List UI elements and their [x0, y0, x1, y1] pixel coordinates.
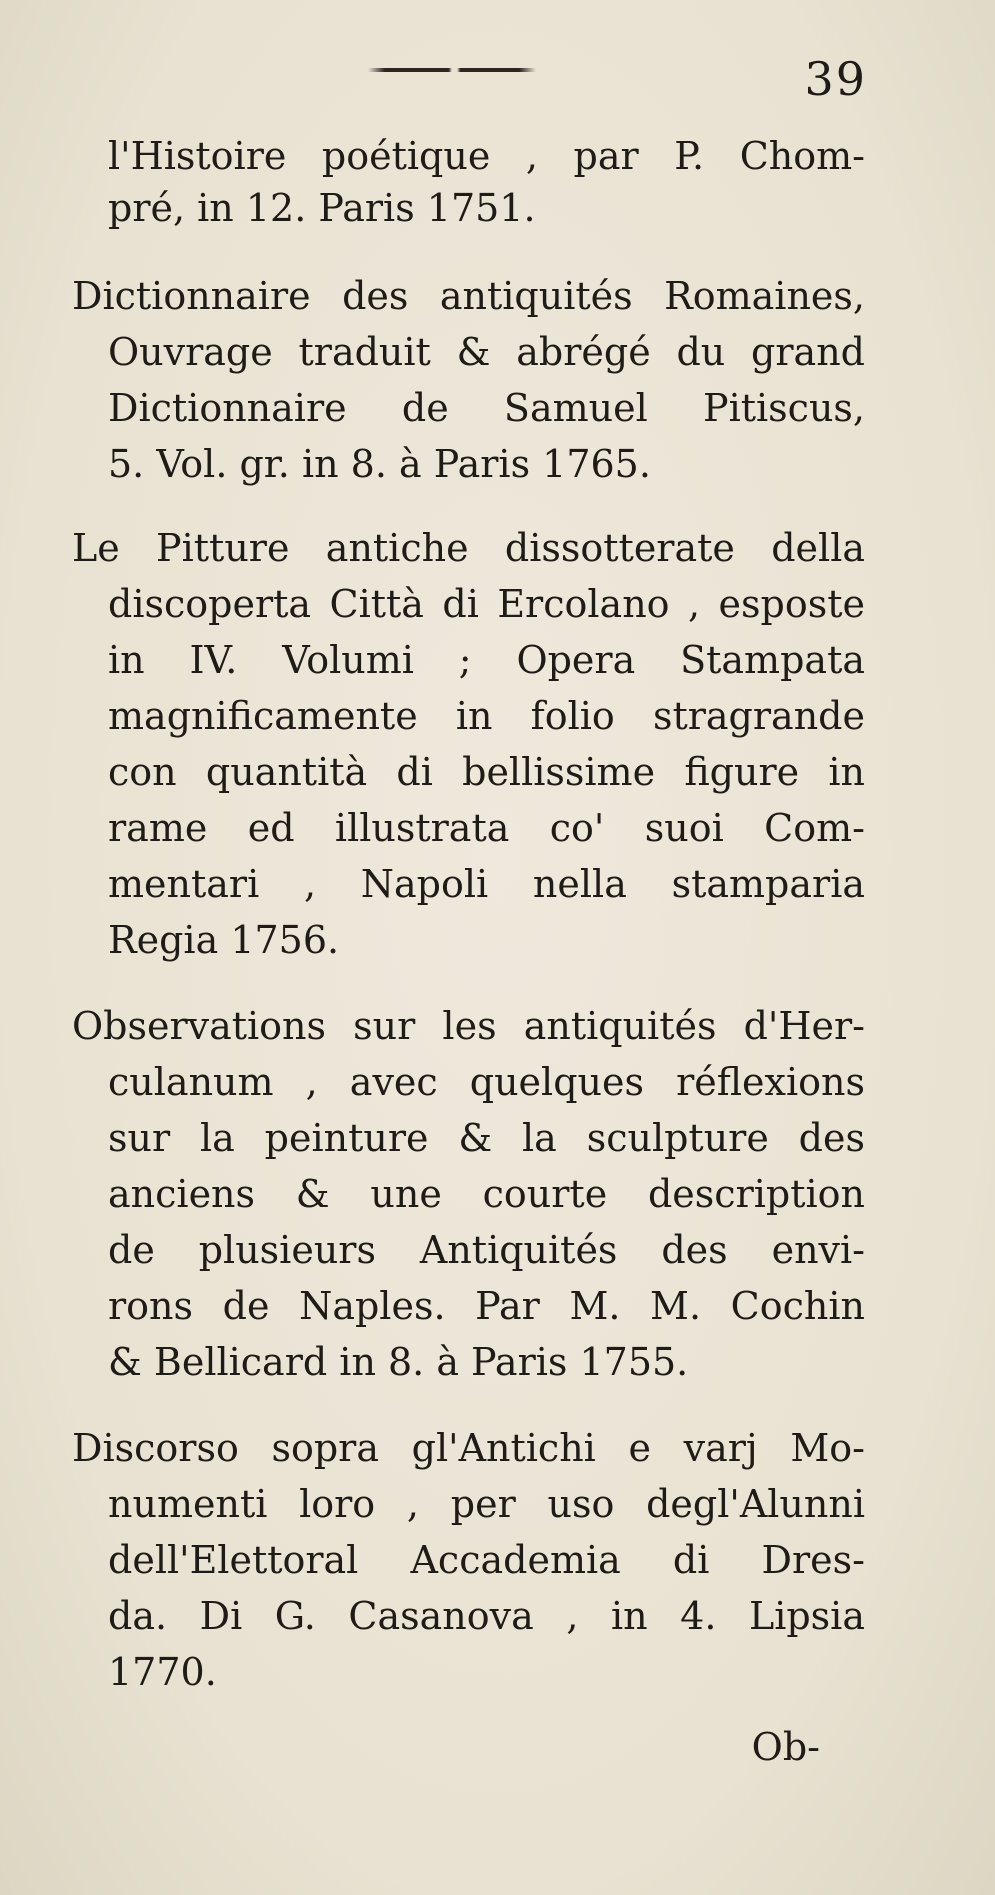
entry-4-line-6: rons de Naples. Par M. M. Cochin: [108, 1284, 865, 1328]
entry-3-line-5: con quantità di bellissime figure in: [108, 750, 865, 794]
entry-2-line-2: Ouvrage traduit & abrégé du grand: [108, 330, 865, 374]
entry-4-line-3: sur la peinture & la sculpture des: [108, 1116, 865, 1160]
entry-4-line-5: de plusieurs Antiquités des envi-: [108, 1228, 865, 1272]
entry-3-line-2: discoperta Città di Ercolano , esposte: [108, 582, 865, 626]
header-ornament-rule: [368, 68, 536, 72]
entry-5-line-5: 1770.: [108, 1650, 217, 1694]
entry-3-line-8: Regia 1756.: [108, 918, 340, 962]
entry-1-line-2: pré, in 12. Paris 1751.: [108, 186, 536, 230]
entry-4-line-2: culanum , avec quelques réflexions: [108, 1060, 865, 1104]
entry-3-line-7: mentari , Napoli nella stamparia: [108, 862, 865, 906]
entry-5-line-1: Discorso sopra gl'Antichi e varj Mo-: [72, 1426, 865, 1470]
entry-3-line-4: magnificamente in folio stragrande: [108, 694, 865, 738]
entry-2-line-4: 5. Vol. gr. in 8. à Paris 1765.: [108, 442, 651, 486]
entry-4-line-1: Observations sur les antiquités d'Her-: [72, 1004, 865, 1048]
catchword: Ob-: [751, 1725, 820, 1769]
entry-5-line-3: dell'Elettoral Accademia di Dres-: [108, 1538, 865, 1582]
entry-5-line-2: numenti loro , per uso degl'Alunni: [108, 1482, 865, 1526]
entry-1-line-1: l'Histoire poétique , par P. Chom-: [108, 134, 865, 178]
entry-2-line-1: Dictionnaire des antiquités Romaines,: [72, 274, 865, 318]
entry-4-line-7: & Bellicard in 8. à Paris 1755.: [108, 1340, 689, 1384]
entry-3-line-1: Le Pitture antiche dissotterate della: [72, 526, 865, 570]
entry-3-line-6: rame ed illustrata co' suoi Com-: [108, 806, 865, 850]
entry-2-line-3: Dictionnaire de Samuel Pitiscus,: [108, 386, 865, 430]
entry-3-line-3: in IV. Volumi ; Opera Stampata: [108, 638, 865, 682]
entry-4-line-4: anciens & une courte description: [108, 1172, 865, 1216]
page-number: 39: [804, 52, 867, 106]
entry-5-line-4: da. Di G. Casanova , in 4. Lipsia: [108, 1594, 865, 1638]
